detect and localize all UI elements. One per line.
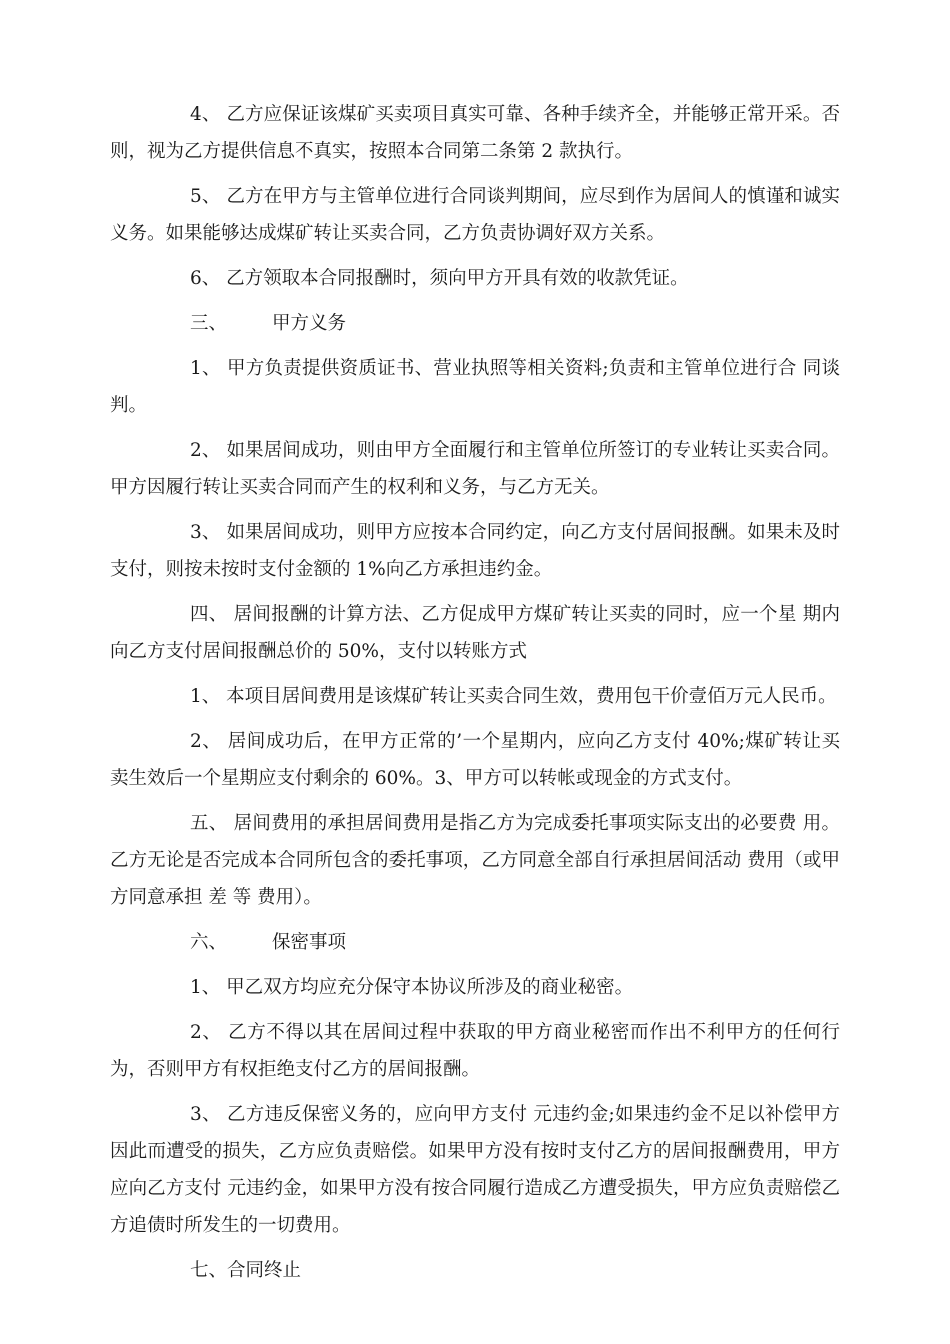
clause-3-3: 3、 如果居间成功，则甲方应按本合同约定，向乙方支付居间报酬。如果未及时支付，则按未按时支付金额的 1%向乙方承担违约金。 xyxy=(110,522,840,580)
clause-3-2: 2、 如果居间成功，则由甲方全面履行和主管单位所签订的专业转让买卖合同。甲方因履行转让买卖合同而产生的权利和义务，与乙方无关。 xyxy=(110,440,840,498)
section-6-title: 保密事项 xyxy=(272,932,347,953)
clause-6-3: 3、 乙方违反保密义务的，应向甲方支付 元违约金;如果违约金不足以补偿甲方因此而遭受的损失，乙方应负责赔偿。如果甲方没有按时支付乙方的居间报酬费用，甲方应向乙方支付 元违约金，如果甲方没有按合同履行造成乙方遭受损失，甲方应负责赔偿乙方追债时所发生的一切费用。 xyxy=(110,1104,840,1236)
section-3-title: 甲方义务 xyxy=(272,313,347,334)
section-7-heading: 七、合同终止 xyxy=(190,1260,302,1281)
section-6-heading xyxy=(110,924,840,961)
clause-3-1: 1、 甲方负责提供资质证书、营业执照等相关资料;负责和主管单位进行合 同谈判。 xyxy=(110,358,840,416)
clause-2-6: 6、 乙方领取本合同报酬时，须向甲方开具有效的收款凭证。 xyxy=(190,268,689,289)
section-6-number: 六、 xyxy=(190,932,228,953)
section-5-paragraph: 五、 居间费用的承担居间费用是指乙方为完成委托事项实际支出的必要费 用。乙方无论是否完成本合同所包含的委托事项，乙方同意全部自行承担居间活动 费用（或甲方同意承担 差 等 费用）。 xyxy=(110,813,840,908)
clause-4-1: 1、 本项目居间费用是该煤矿转让买卖合同生效，费用包干价壹佰万元人民币。 xyxy=(190,686,837,707)
clause-4-2: 2、 居间成功后，在甲方正常的’一个星期内，应向乙方支付 40%;煤矿转让买卖生效后一个星期应支付剩余的 60%。3、甲方可以转帐或现金的方式支付。 xyxy=(110,731,840,789)
clause-6-1: 1、 甲乙双方均应充分保守本协议所涉及的商业秘密。 xyxy=(190,977,634,998)
clause-2-4: 4、 乙方应保证该煤矿买卖项目真实可靠、各种手续齐全，并能够正常开采。否则，视为乙方提供信息不真实，按照本合同第二条第 2 款执行。 xyxy=(110,104,840,162)
section-4-paragraph: 四、 居间报酬的计算方法、乙方促成甲方煤矿转让买卖的同时，应一个星 期内向乙方支付居间报酬总价的 50%，支付以转账方式 xyxy=(110,604,840,662)
section-3-number: 三、 xyxy=(190,313,228,334)
clause-2-5: 5、 乙方在甲方与主管单位进行合同谈判期间，应尽到作为居间人的慎谨和诚实义务。如果能够达成煤矿转让买卖合同，乙方负责协调好双方关系。 xyxy=(110,186,840,244)
section-3-heading xyxy=(110,305,840,342)
contract-body xyxy=(110,96,840,1297)
clause-6-2: 2、 乙方不得以其在居间过程中获取的甲方商业秘密而作出不利甲方的任何行为，否则甲方有权拒绝支付乙方的居间报酬。 xyxy=(110,1022,840,1080)
